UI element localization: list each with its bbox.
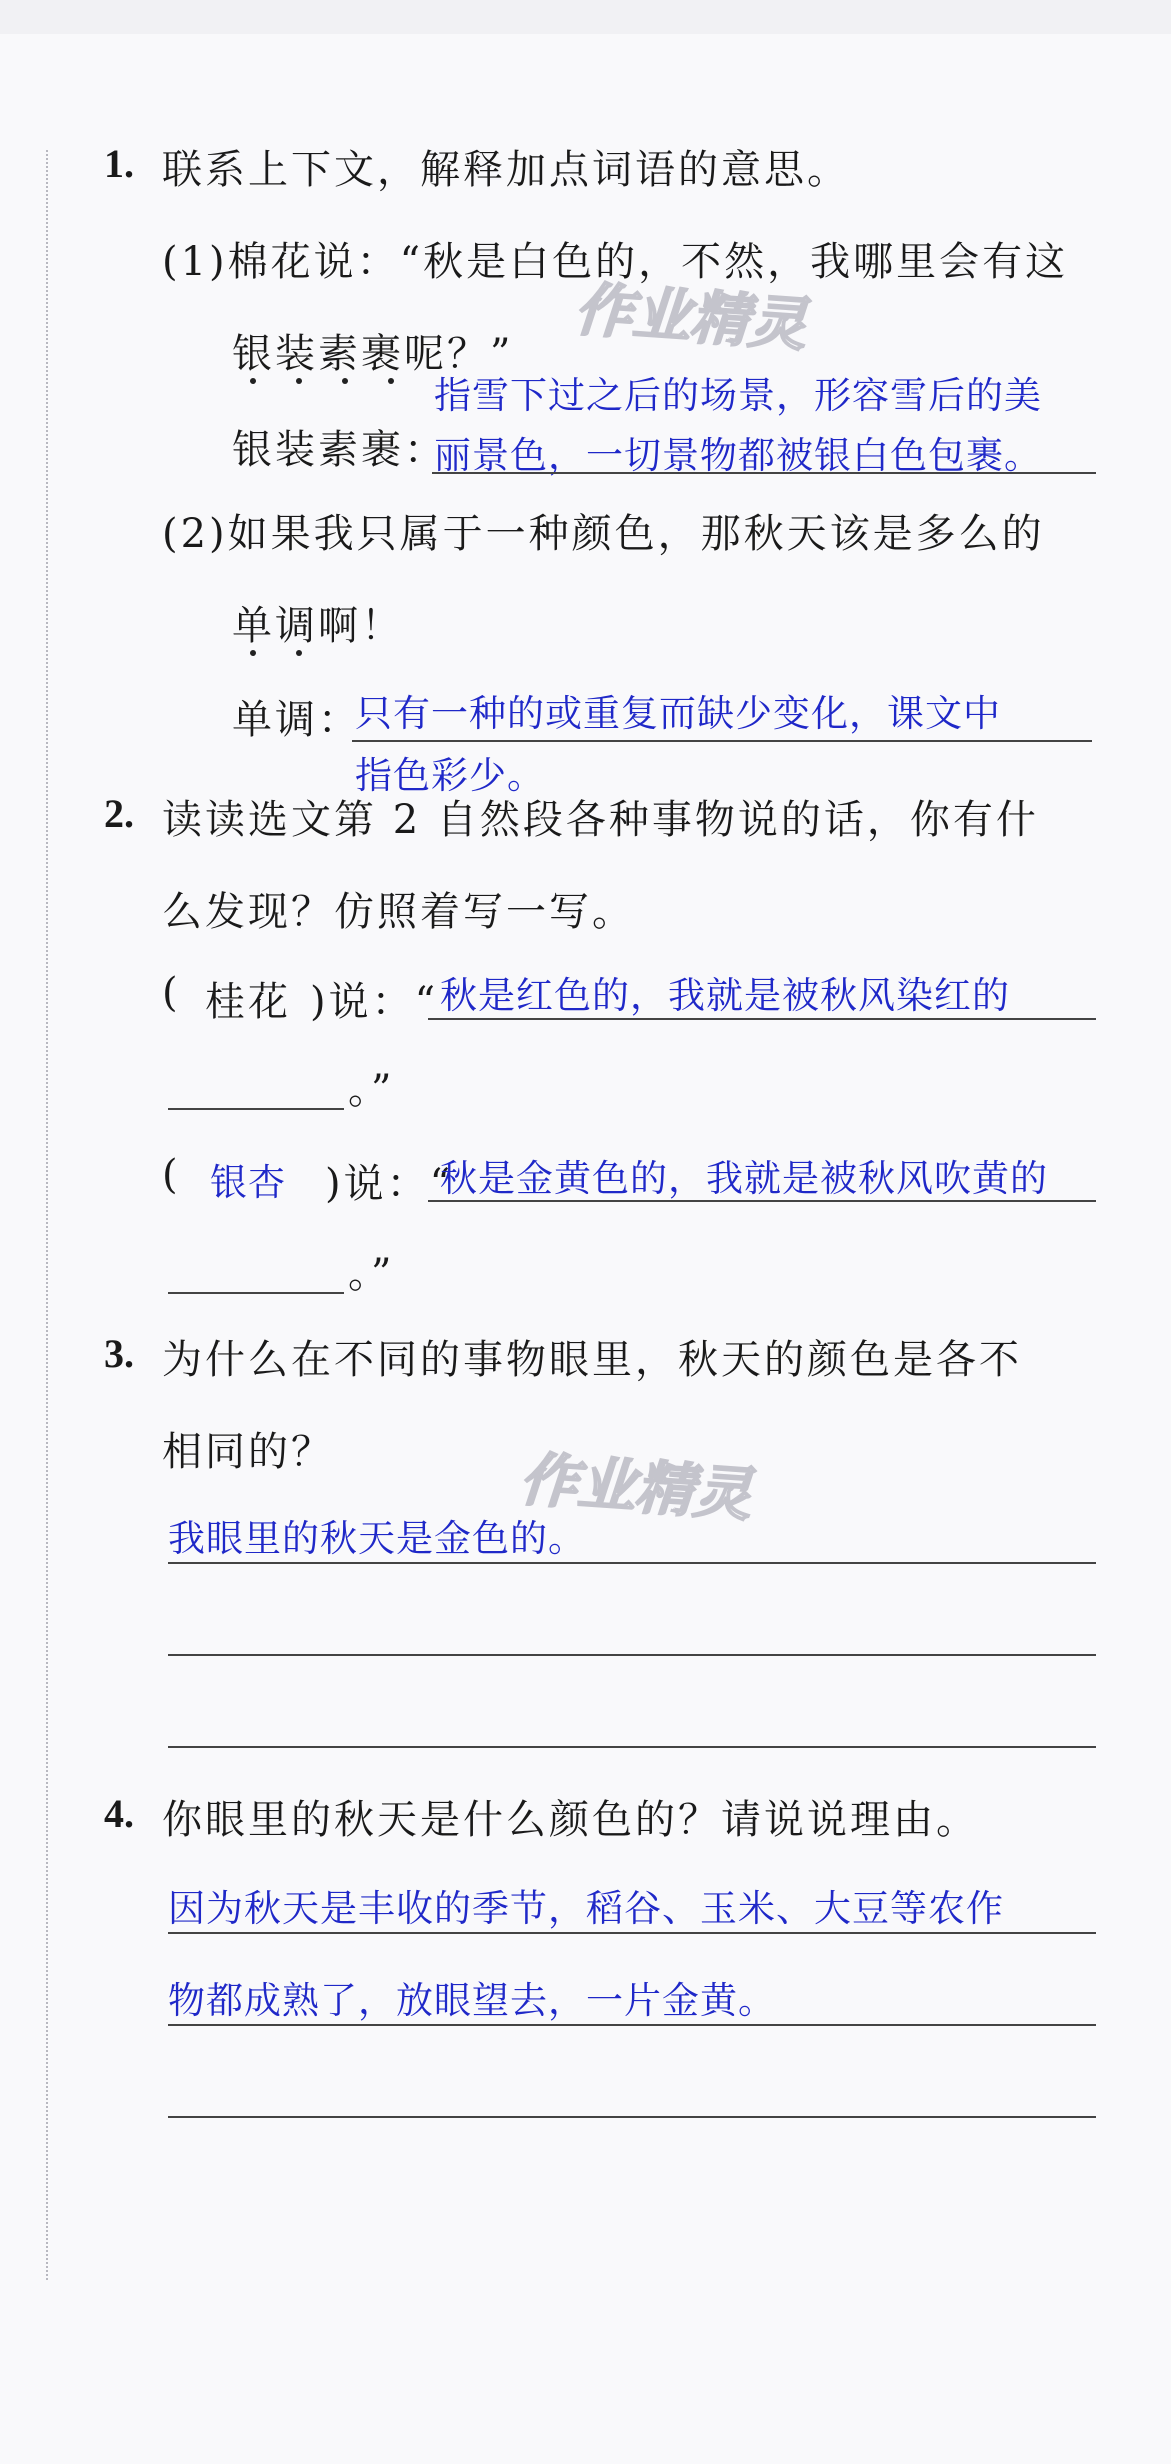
q4-answer-underline2 — [168, 2024, 1096, 2026]
emphasis-dot — [250, 650, 256, 656]
q1-sub2-line2: 单调啊！ — [232, 603, 404, 649]
q1-sub1-line1: (1)棉花说：“秋是白色的，不然，我哪里会有这 — [162, 239, 1069, 285]
emphasis-dot — [296, 650, 302, 656]
q2-item1-answer: 秋是红色的，我就是被秋风染红的 — [440, 974, 1010, 1017]
q1-sub2-answer-line2: 指色彩少。 — [355, 754, 545, 797]
emphasis-dot — [388, 378, 394, 384]
emphasis-dot — [342, 378, 348, 384]
q2-number: 2. — [104, 791, 134, 836]
q2-item2-thing: 银杏 — [210, 1161, 286, 1204]
q4-answer-line2: 物都成熟了，放眼望去，一片金黄。 — [168, 1979, 776, 2022]
q4-answer-underline1 — [168, 1932, 1096, 1934]
q2-item1-answer-line — [428, 1018, 1096, 1020]
q1-sub1-answer-line1: 指雪下过之后的场景，形容雪后的美 — [434, 374, 1042, 417]
q3-answer-line1 — [168, 1562, 1096, 1564]
q1-number: 1. — [104, 141, 134, 186]
q1-sub1-answer-line2: 丽景色，一切景物都被银白色包裹。 — [434, 434, 1042, 477]
q2-item1-answer-line2 — [168, 1108, 344, 1110]
q2-item1-thing: 桂花 — [205, 979, 291, 1025]
q4-answer-underline3 — [168, 2116, 1096, 2118]
q2-item1-close: )说：“ — [310, 979, 439, 1025]
emphasis-dot — [296, 378, 302, 384]
q2-stem-line2: 么发现？仿照着写一写。 — [162, 889, 635, 935]
q3-number: 3. — [104, 1331, 134, 1376]
q2-item2-answer-line — [428, 1200, 1096, 1202]
margin-dotted-line — [46, 150, 48, 2280]
q3-stem-line2: 相同的？ — [162, 1429, 334, 1475]
q2-item2-answer-line2 — [168, 1292, 344, 1294]
q1-sub2-answer-line1: 只有一种的或重复而缺少变化，课文中 — [355, 692, 1001, 735]
q2-stem-line1: 读读选文第 2 自然段各种事物说的话，你有什 — [162, 797, 1039, 843]
q3-answer-line3 — [168, 1746, 1096, 1748]
q1-sub1-label: 银装素裹： — [232, 427, 447, 473]
q1-sub2-label: 单调： — [232, 697, 361, 743]
q1-sub2-line1: (2)如果我只属于一种颜色，那秋天该是多么的 — [162, 511, 1045, 557]
q2-item2-close: )说：“ — [325, 1161, 454, 1207]
q2-item1-open: ( — [162, 970, 181, 1016]
watermark: 作业精灵 — [517, 1444, 754, 1529]
q1-stem: 联系上下文，解释加点词语的意思。 — [162, 147, 850, 193]
watermark: 作业精灵 — [572, 274, 809, 359]
q3-stem-line1: 为什么在不同的事物眼里，秋天的颜色是各不 — [162, 1337, 1022, 1383]
q4-answer-line1: 因为秋天是丰收的季节，稻谷、玉米、大豆等农作 — [168, 1887, 1004, 1930]
top-band — [0, 0, 1171, 34]
q2-item2-end: 。” — [348, 1251, 395, 1297]
emphasis-dot — [250, 378, 256, 384]
q1-sub1-answer-line — [432, 472, 1096, 474]
q1-sub2-answer-line — [352, 740, 1092, 742]
q2-item2-answer: 秋是金黄色的，我就是被秋风吹黄的 — [440, 1157, 1048, 1200]
q3-answer-line2 — [168, 1654, 1096, 1656]
q1-sub1-line2: 银装素裹呢？” — [232, 331, 514, 377]
q4-number: 4. — [104, 1791, 134, 1836]
q2-item1-end: 。” — [348, 1067, 395, 1113]
q3-answer: 我眼里的秋天是金色的。 — [168, 1517, 586, 1560]
q4-stem: 你眼里的秋天是什么颜色的？请说说理由。 — [162, 1797, 979, 1843]
q2-item2-open: ( — [162, 1152, 181, 1198]
